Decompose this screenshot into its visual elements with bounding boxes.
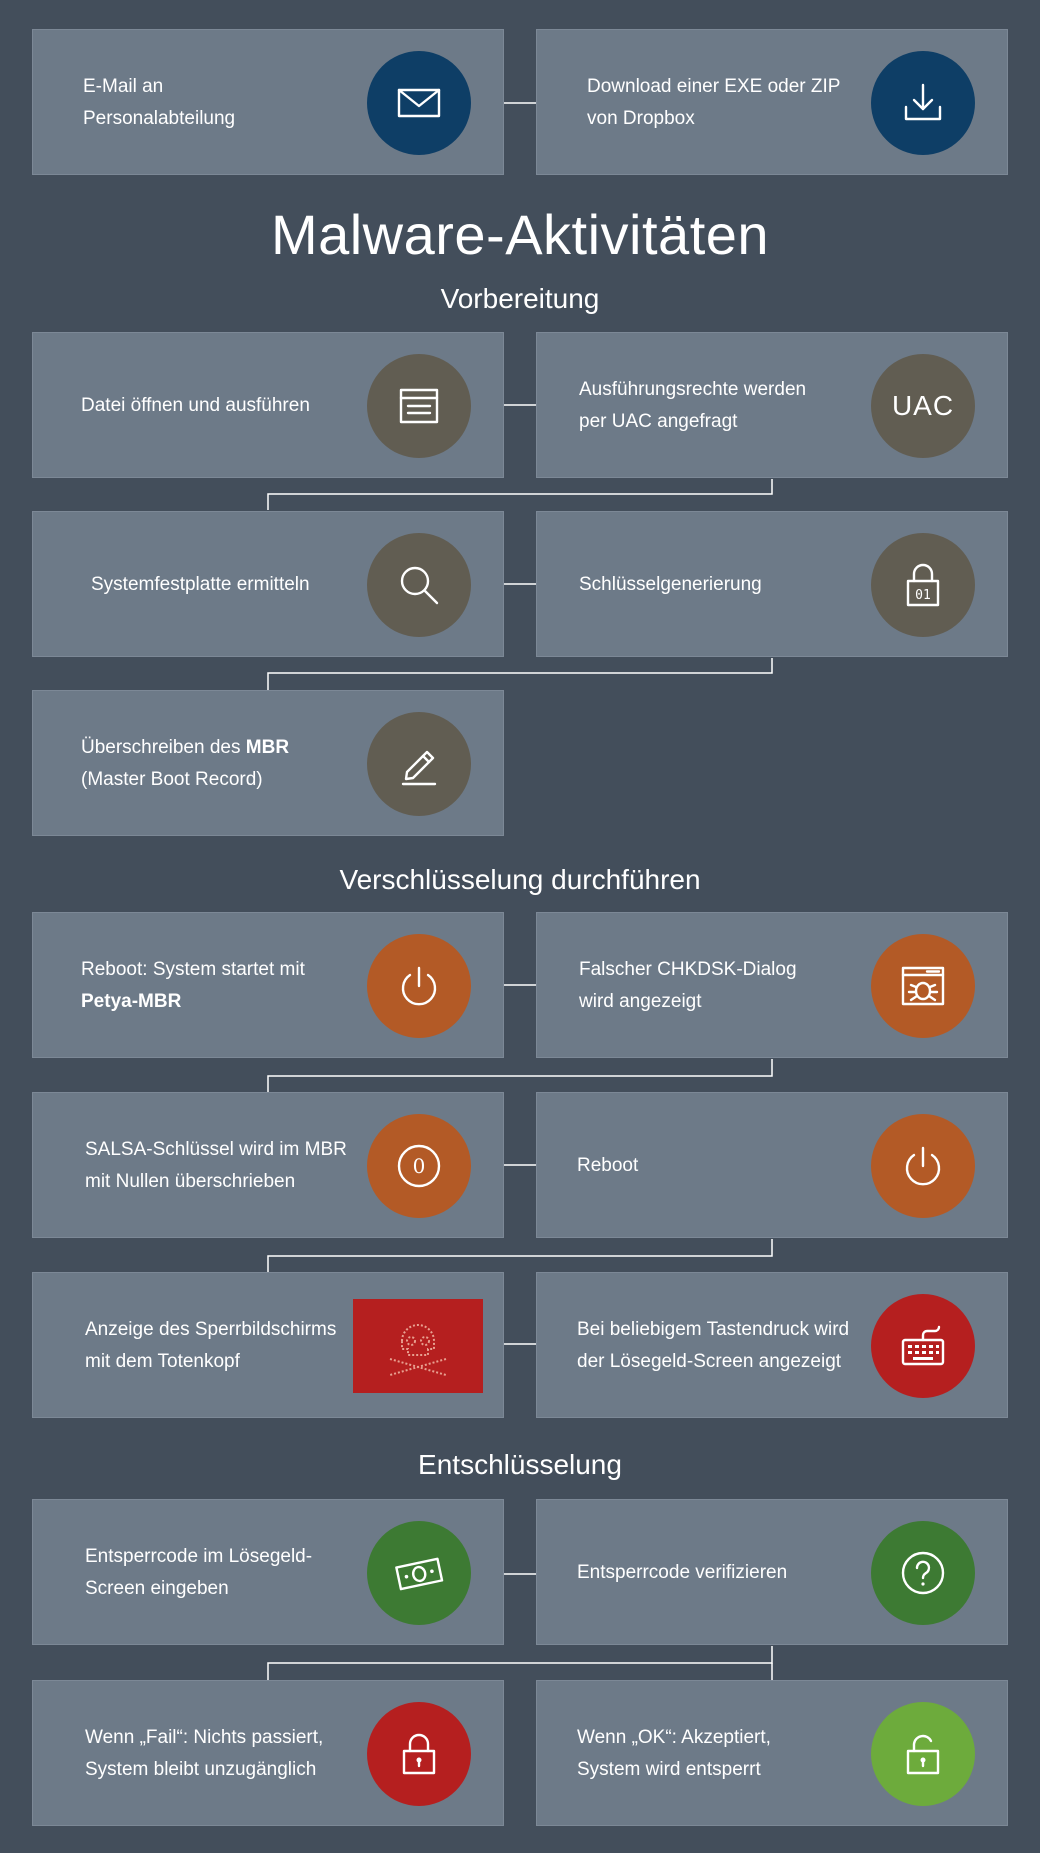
step-email-label: E-Mail an Personalabteilung bbox=[83, 76, 236, 129]
step-fail bbox=[32, 1680, 504, 1826]
step-mbr-overwrite-label: Überschreiben des MBR (Master Boot Record) bbox=[81, 737, 290, 790]
keyboard-icon bbox=[871, 1294, 975, 1398]
skull-icon bbox=[353, 1299, 483, 1393]
step-download-label: Download einer EXE oder ZIP von Dropbox bbox=[587, 76, 841, 129]
step-open-file-label: Datei öffnen und ausführen bbox=[81, 395, 310, 416]
step-reboot bbox=[536, 1092, 1008, 1238]
step-ok bbox=[536, 1680, 1008, 1826]
section-title-preparation: Vorbereitung bbox=[440, 283, 600, 314]
step-open-file bbox=[32, 332, 504, 478]
step-system-disk bbox=[32, 511, 504, 657]
lock-binary-icon bbox=[871, 533, 975, 637]
step-fail-label: Wenn „Fail“: Nichts passiert, System bleibt unzugänglich bbox=[85, 1727, 324, 1780]
search-icon bbox=[367, 533, 471, 637]
step-reboot-label: Reboot bbox=[577, 1155, 639, 1176]
step-ok-label: Wenn „OK“: Akzeptiert, System wird entsperrt bbox=[577, 1727, 771, 1780]
step-enter-code-label: Entsperrcode im Lösegeld- Screen eingeben bbox=[85, 1546, 313, 1599]
pen-icon bbox=[367, 712, 471, 816]
step-key-generation-label: Schlüsselgenerierung bbox=[579, 574, 762, 595]
download-icon bbox=[871, 51, 975, 155]
page-title: Malware-Aktivitäten bbox=[270, 203, 770, 266]
step-verify-code-label: Entsperrcode verifizieren bbox=[577, 1562, 788, 1583]
step-system-disk-label: Systemfestplatte ermitteln bbox=[91, 574, 310, 595]
power-icon bbox=[871, 1114, 975, 1218]
step-ransom-screen-label: Bei beliebigem Tastendruck wird der Lösegeld-Screen angezeigt bbox=[577, 1319, 850, 1372]
step-key-generation bbox=[536, 511, 1008, 657]
step-lock-screen bbox=[32, 1272, 504, 1418]
money-icon bbox=[367, 1521, 471, 1625]
step-download bbox=[536, 29, 1008, 175]
envelope-icon bbox=[367, 51, 471, 155]
zero-icon bbox=[367, 1114, 471, 1218]
step-ransom-screen bbox=[536, 1272, 1008, 1418]
svg-text:0: 0 bbox=[412, 1154, 426, 1178]
section-title-decryption: Entschlüsselung bbox=[418, 1449, 622, 1480]
lock-closed-icon bbox=[367, 1702, 471, 1806]
question-icon bbox=[871, 1521, 975, 1625]
step-email bbox=[32, 29, 504, 175]
step-reboot-petya-label: Reboot: System startet mit Petya-MBR bbox=[81, 959, 305, 1012]
step-verify-code bbox=[536, 1499, 1008, 1645]
step-salsa-key bbox=[32, 1092, 504, 1238]
window-icon bbox=[367, 354, 471, 458]
power-icon bbox=[367, 934, 471, 1038]
lock-open-icon bbox=[871, 1702, 975, 1806]
step-fake-chkdsk-label: Falscher CHKDSK-Dialog wird angezeigt bbox=[579, 959, 797, 1012]
step-reboot-petya bbox=[32, 912, 504, 1058]
step-enter-code bbox=[32, 1499, 504, 1645]
step-uac-label: Ausführungsrechte werden per UAC angefragt bbox=[579, 379, 807, 432]
step-salsa-key-label: SALSA-Schlüssel wird im MBR mit Nullen überschrieben bbox=[85, 1139, 347, 1192]
step-mbr-overwrite bbox=[32, 690, 504, 836]
section-title-encryption: Verschlüsselung durchführen bbox=[339, 864, 701, 895]
step-lock-screen-label: Anzeige des Sperrbildschirms mit dem Totenkopf bbox=[85, 1319, 337, 1372]
svg-text:01: 01 bbox=[915, 588, 931, 603]
step-fake-chkdsk bbox=[536, 912, 1008, 1058]
uac-icon: UAC bbox=[871, 354, 975, 458]
bug-window-icon bbox=[871, 934, 975, 1038]
step-uac bbox=[536, 332, 1008, 478]
